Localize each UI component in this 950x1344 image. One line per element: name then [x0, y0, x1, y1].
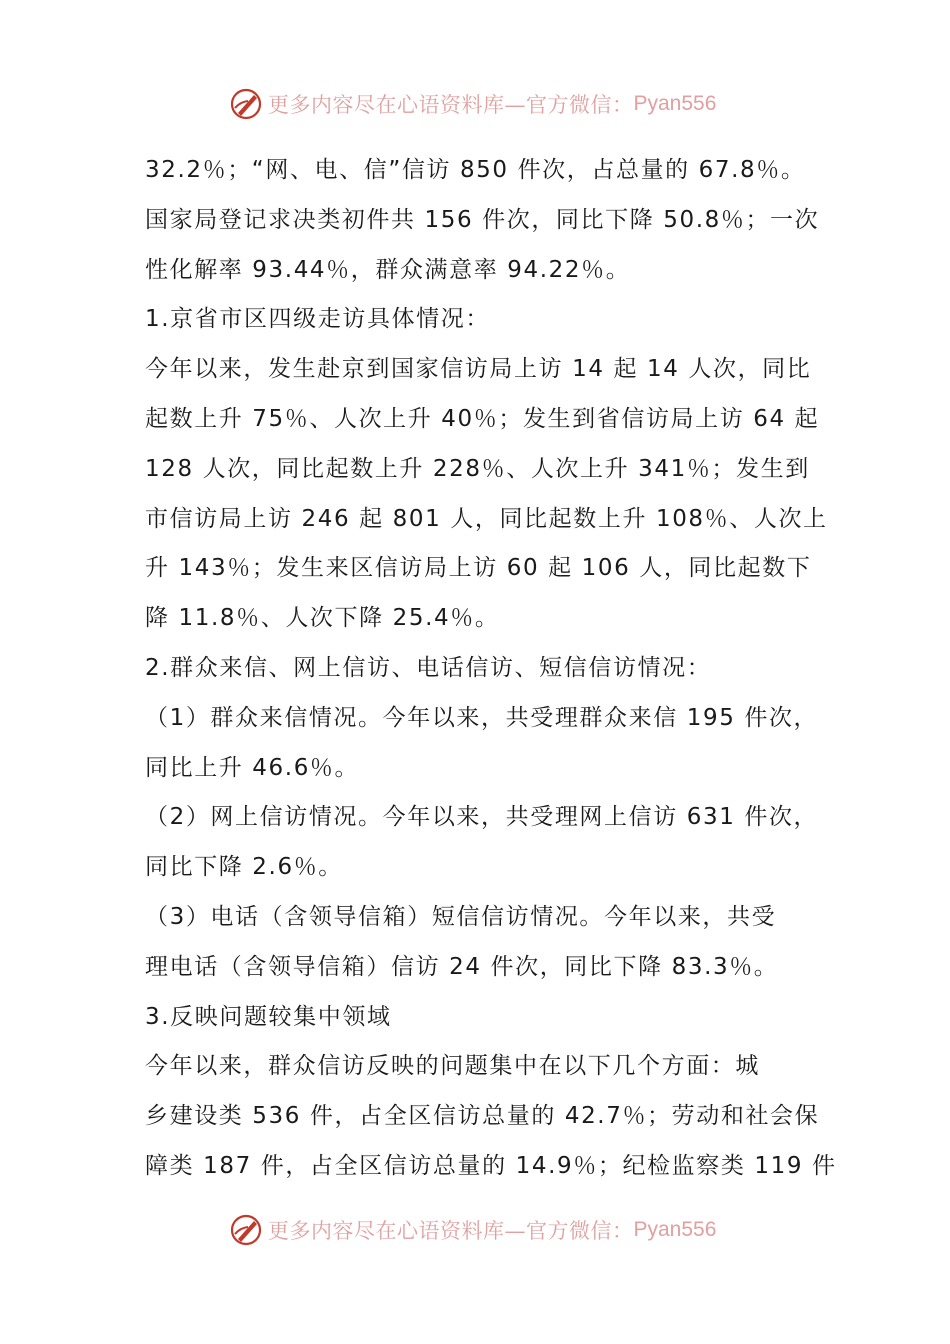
body-line: 升 143％；发生来区信访局上访 60 起 106 人，同比起数下 [145, 555, 812, 582]
footer-watermark [228, 1210, 716, 1250]
header-watermark [228, 84, 716, 124]
footer-wechat-handle: Pyan556 [633, 1218, 717, 1241]
section-heading: 1.京省市区四级走访具体情况： [145, 306, 490, 333]
body-line: 128 人次，同比起数上升 228％、人次上升 341％；发生到 [145, 455, 810, 482]
header-slogan: 更多内容尽在心语资料库—官方微信： [268, 93, 634, 117]
body-line: 理电话（含领导信箱）信访 24 件次，同比下降 83.3％。 [145, 953, 779, 980]
body-line: 同比下降 2.6％。 [145, 854, 343, 881]
body-line: 起数上升 75％、人次上升 40％；发生到省信访局上访 64 起 [145, 405, 820, 432]
pen-logo-icon [228, 1212, 264, 1248]
body-line: （3）电话（含领导信箱）短信信访情况。今年以来，共受 [145, 903, 777, 930]
section-heading: 3.反映问题较集中领域 [145, 1003, 392, 1030]
body-line: 市信访局上访 246 起 801 人，同比起数上升 108％、人次上 [145, 505, 828, 532]
body-line: 障类 187 件，占全区信访总量的 14.9％；纪检监察类 119 件 [145, 1152, 837, 1179]
section-heading: 2.群众来信、网上信访、电话信访、短信信访情况： [145, 654, 712, 681]
body-line: 乡建设类 536 件，占全区信访总量的 42.7％；劳动和社会保 [145, 1103, 820, 1130]
header-wechat-handle: Pyan556 [633, 92, 717, 115]
body-line: 今年以来，群众信访反映的问题集中在以下几个方面：城 [145, 1053, 760, 1080]
body-line: 32.2％；“网、电、信”信访 850 件次，占总量的 67.8％。 [145, 157, 806, 183]
pen-logo-icon [228, 86, 264, 122]
body-line: 今年以来，发生赴京到国家信访局上访 14 起 14 人次，同比 [145, 356, 812, 383]
body-line: 性化解率 93.44％，群众满意率 94.22％。 [145, 256, 631, 283]
body-line: （1）群众来信情况。今年以来，共受理群众来信 195 件次， [145, 704, 819, 731]
body-line: 国家局登记求决类初件共 156 件次，同比下降 50.8％；一次 [145, 206, 820, 233]
body-line: （2）网上信访情况。今年以来，共受理网上信访 631 件次， [145, 804, 819, 831]
footer-slogan: 更多内容尽在心语资料库—官方微信： [268, 1219, 634, 1243]
body-line: 同比上升 46.6％。 [145, 754, 360, 781]
body-line: 降 11.8％、人次下降 25.4％。 [145, 605, 500, 632]
document-body [145, 146, 837, 1192]
